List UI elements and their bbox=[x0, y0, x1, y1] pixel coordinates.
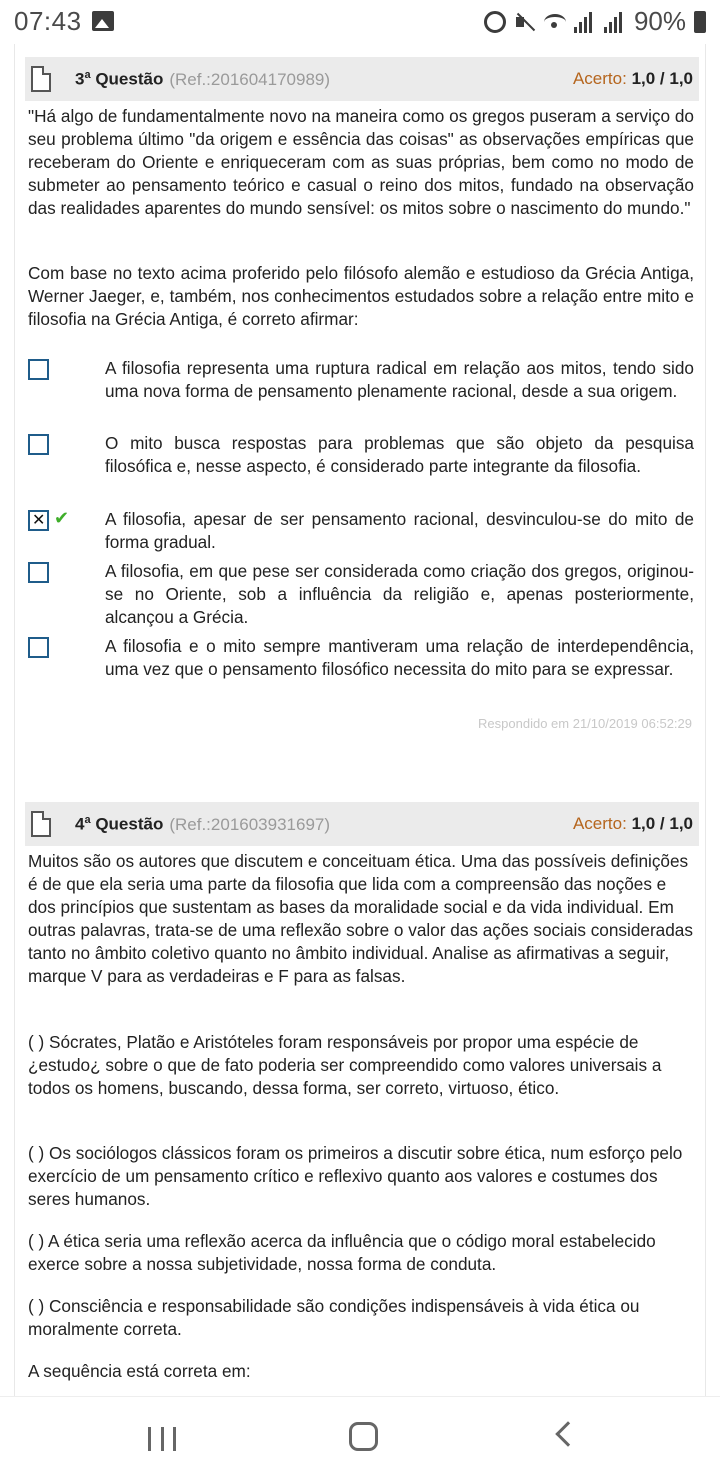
question-3-title: 3$^a$ Questão (Ref.:201604170989) bbox=[75, 69, 331, 89]
alarm-icon bbox=[484, 11, 506, 33]
option-checkbox[interactable] bbox=[28, 562, 49, 583]
exam-content[interactable] bbox=[14, 44, 706, 1396]
question-4-header bbox=[25, 802, 699, 846]
question-4-title: 4$^a$ Questão (Ref.:201603931697) bbox=[75, 814, 331, 834]
question-3-ref: (Ref.:201604170989) bbox=[169, 69, 331, 89]
option-checkbox[interactable] bbox=[28, 359, 49, 380]
home-button[interactable] bbox=[349, 1422, 378, 1451]
question-4-intro: Muitos são os autores que discutem e conceituam ética. Uma das possíveis definições é de que ela seria uma parte da filosofia que lida com a compreensão das noções e dos princípios que sustentam as bases da moralidade social e da vida individual. Em outras palavras, trata-se de uma reflexão sobre o valor das ações sociais consideradas tanto no âmbito coletivo quanto no âmbito individual. Analise as afirmativas a seguir, marque V para as verdadeiras e F para as falsas. bbox=[28, 851, 693, 986]
option-text: O mito busca respostas para problemas que são objeto da pesquisa filosófica e, nesse aspecto, é considerado parte integrante da filosofia. bbox=[105, 433, 694, 476]
option-text: A filosofia e o mito sempre mantiveram uma relação de interdependência, uma vez que o pensamento filosófico necessita do mito para se expressar. bbox=[105, 636, 694, 679]
question-3-answered-time: Respondido em 21/10/2019 06:52:29 bbox=[478, 716, 692, 731]
question-4-closing: A sequência está correta em: bbox=[28, 1361, 251, 1381]
navigation-bar bbox=[0, 1396, 720, 1480]
battery-icon bbox=[694, 11, 706, 33]
mute-icon bbox=[514, 11, 536, 33]
option-checkbox-checked[interactable] bbox=[28, 510, 49, 531]
status-time: 07:43 bbox=[14, 6, 82, 36]
signal-icon-2 bbox=[604, 11, 626, 33]
correct-check-icon: ✔ bbox=[54, 508, 70, 529]
option-checkbox[interactable] bbox=[28, 637, 49, 658]
document-icon bbox=[31, 66, 51, 92]
question-4-statement-1: ( ) Sócrates, Platão e Aristóteles foram responsáveis por propor uma espécie de ¿estudo¿ sobre o que de fato poderia ser compreendido como valores universais a todos os homens, buscando, dessa forma, ser correto, virtuoso, ético. bbox=[28, 1032, 662, 1098]
question-3-prompt: Com base no texto acima proferido pelo filósofo alemão e estudioso da Grécia Antiga, Werner Jaeger, e, também, nos conhecimentos estudados sobre a relação entre mito e filosofia na Grécia Antiga, é correto afirmar: bbox=[28, 263, 694, 329]
recent-apps-button[interactable] bbox=[148, 1427, 176, 1451]
battery-percent: 90% bbox=[633, 6, 686, 36]
question-3-quote: "Há algo de fundamentalmente novo na maneira como os gregos puseram a serviço do seu problema último "da origem e essência das coisas" as observações empíricas que receberam do Oriente e enriqueceram com as suas próprias, bem como no modo de submeter ao pensamento teórico e casual o reino dos mitos, fundado na observação das realidades aparentes do mundo sensível: os mitos sobre o nascimento do mundo." bbox=[28, 106, 694, 218]
question-4-statement-4: ( ) Consciência e responsabilidade são condições indispensáveis à vida ética ou moralmente correta. bbox=[28, 1296, 640, 1339]
option-checkbox[interactable] bbox=[28, 434, 49, 455]
option-text: A filosofia representa uma ruptura radical em relação aos mitos, tendo sido uma nova forma de pensamento plenamente racional, desde a sua origem. bbox=[105, 358, 694, 401]
document-icon bbox=[31, 811, 51, 837]
wifi-icon bbox=[544, 14, 566, 30]
question-4-statement-2: ( ) Os sociólogos clássicos foram os primeiros a discutir sobre ética, num esforço pelo exercício de um pensamento crítico e reflexivo quanto aos valores e costumes dos seres humanos. bbox=[28, 1143, 683, 1209]
question-3-header bbox=[25, 57, 699, 101]
status-bar bbox=[0, 0, 720, 44]
question-3-score: Acerto: 1,0 / 1,0 bbox=[572, 69, 693, 88]
option-text: A filosofia, em que pese ser considerada como criação dos gregos, originou-se no Oriente, sob a influência da religião e, apenas posteriormente, alcançou a Grécia. bbox=[105, 561, 694, 627]
question-4-statement-3: ( ) A ética seria uma reflexão acerca da influência que o código moral estabelecido exerce sobre a nossa subjetividade, nossa forma de conduta. bbox=[28, 1231, 656, 1274]
gallery-notification-icon bbox=[92, 11, 114, 31]
question-4-score: Acerto: 1,0 / 1,0 bbox=[572, 814, 693, 833]
option-text: A filosofia, apesar de ser pensamento racional, desvinculou-se do mito de forma gradual. bbox=[105, 509, 694, 552]
question-4-ref: (Ref.:201603931697) bbox=[169, 814, 331, 834]
signal-icon bbox=[574, 11, 596, 33]
back-button[interactable] bbox=[555, 1421, 580, 1446]
